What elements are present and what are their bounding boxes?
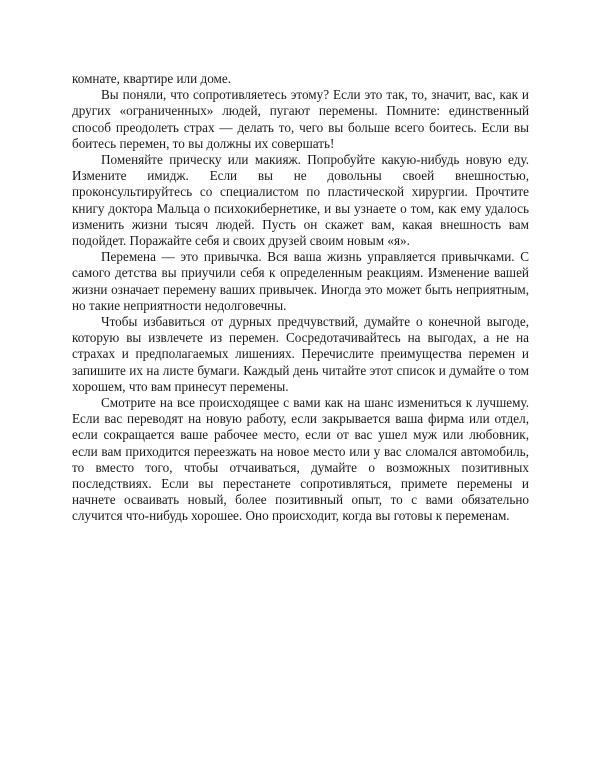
paragraph-benefits: Чтобы избавиться от дурных предчувствий, думайте о конечной выгоде, которую вы извлечете из перемен. Сосредотачивайтесь на выгодах, а не на страхах и предполагаемых лишениях. Перечислите преимущества перемен и запишите их на листе бумаги. Каждый день читайте этот список и думайте о том хорошем, что вам принесут перемены. xyxy=(72,314,529,394)
paragraph-change-appearance: Поменяйте прическу или макияж. Попробуйте какую-нибудь новую еду. Измените имидж. Если вы не довольны своей внешностью, проконсультируйтесь со специалистом по пластической хирургии. Прочтите книгу доктора Мальца о психокибернетике, и вы узнаете о том, как ему удалось изменить жизни тысяч людей. Пусть он скажет вам, какая внешность вам подойдет. Поражайте себя и своих друзей своим новым «я». xyxy=(72,152,529,249)
paragraph-change-habit: Перемена — это привычка. Вся ваша жизнь управляется привычками. С самого детства вы приучили себя к определенным реакциям. Изменение вашей жизни означает перемену ваших привычек. Иногда это может быть неприятным, но такие неприятности недолговечны. xyxy=(72,249,529,313)
paragraph-resistance: Вы поняли, что сопротивляетесь этому? Если это так, то, значит, вас, как и других «ограниченных» людей, пугают перемены. Помните: единственный способ преодолеть страх — делать то, чего вы больше всего боитесь. Если вы боитесь перемен, то вы должны их совершать! xyxy=(72,87,529,151)
document-page xyxy=(72,71,529,525)
paragraph-opportunity: Смотрите на все происходящее с вами как на шанс измениться к лучшему. Если вас переводят на новую работу, если закрывается ваша фирма или отдел, если сокращается ваше рабочее место, если от вас ушел муж или любовник, если вам приходится переезжать на новое место или у вас сломался автомобиль, то вместо того, чтобы отчаиваться, думайте о возможных позитивных последствиях. Если вы перестанете сопротивляться, примете перемены и начнете осваивать новый, более позитивный опыт, то с вами обязательно случится что-нибудь хорошее. Оно происходит, когда вы готовы к переменам. xyxy=(72,395,529,524)
paragraph-continuation: комнате, квартире или доме. xyxy=(72,71,232,86)
